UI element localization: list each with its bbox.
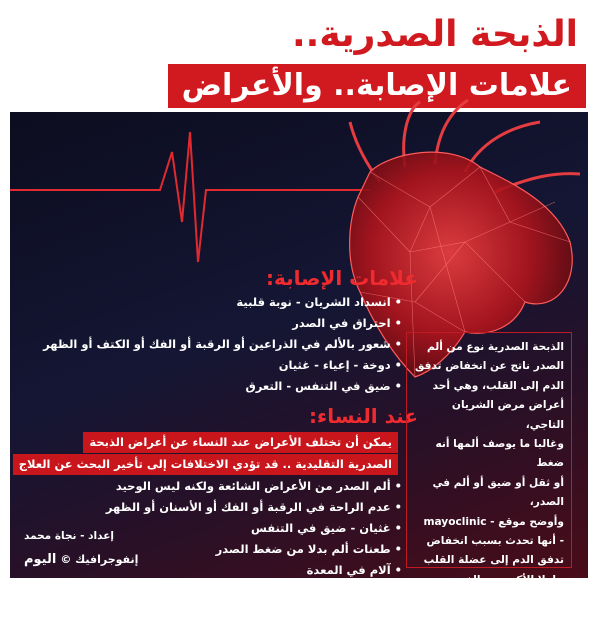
definition-line: - أنها تحدث بسبب انخفاض [426, 535, 564, 548]
list-item: • غثيان - ضيق في التنفس [106, 518, 402, 539]
definition-line: الصدر ناتج عن انخفاض تدفق [414, 360, 564, 373]
credit-line [24, 552, 138, 567]
definition-line: تحتاجه، وتسبب حالة تسمى [423, 593, 564, 606]
symptoms-list [43, 292, 402, 397]
title-line-1-text: الذبحة الصدرية.. [291, 14, 578, 55]
definition-line: حاملا الأكسجين الذي [457, 573, 564, 586]
title-line-1 [0, 6, 600, 64]
list-item: • دوخة - إعياء - غثيان [43, 355, 402, 376]
list-item: • احتراق في الصدر [43, 313, 402, 334]
definition-line: أو ثقل أو ضيق أو ألم في الصدر، [432, 476, 564, 509]
definition-line: الذبحة الصدرية نوع من ألم [426, 341, 564, 353]
title-line-2 [168, 64, 586, 108]
list-item: • ضيق في التنفس - التعرق [43, 376, 402, 397]
list-item: • شعور بالألم في الذراعين أو الرقبة أو الفك أو الكتف أو الظهر [43, 334, 402, 355]
women-list [106, 476, 402, 581]
list-item: • آلام في المعدة [106, 560, 402, 581]
women-highlight-line-1: يمكن أن تختلف الأعراض عند النساء عن أعراض الذبحة [83, 432, 398, 453]
list-item: • طعنات ألم بدلا من ضغط الصدر [106, 539, 402, 560]
alyaum-logo: اليوم [24, 552, 57, 567]
definition-line: وأوضح موقع - mayoclinic [423, 515, 564, 528]
definition-line: تدفق الدم إلى عضلة القلب [423, 554, 564, 567]
definition-text [414, 338, 564, 629]
list-item: • انسداد الشريان - نوبة قلبية [43, 292, 402, 313]
symptoms-heading: علامات الإصابة: [265, 266, 418, 290]
definition-line: أعراض مرض الشريان التاجي، [451, 399, 564, 431]
women-highlight-line-2: الصدرية التقليدية .. قد تؤدي الاختلافات إلى تأخير البحث عن العلاج [13, 454, 398, 475]
ecg-line [10, 132, 370, 262]
definition-line: نقص التروية. [494, 612, 564, 625]
definition-line: وغالبا ما يوصف ألمها أنه ضغط [435, 438, 564, 470]
prepared-by: إعداد - نجاة محمد [24, 530, 114, 542]
title-line-2-text: علامات الإصابة.. والأعراض [181, 68, 572, 103]
definition-line: الدم إلى القلب، وهي أحد [432, 379, 564, 392]
infographic-credit: إنفوجرافيك © [60, 553, 139, 566]
list-item: • عدم الراحة في الرقبة أو الفك أو الأسنان أو الظهر [106, 497, 402, 518]
list-item: • ألم الصدر من الأعراض الشائعة ولكنه ليس الوحيد [106, 476, 402, 497]
women-heading: عند النساء: [309, 404, 418, 428]
infographic-panel [10, 112, 588, 625]
